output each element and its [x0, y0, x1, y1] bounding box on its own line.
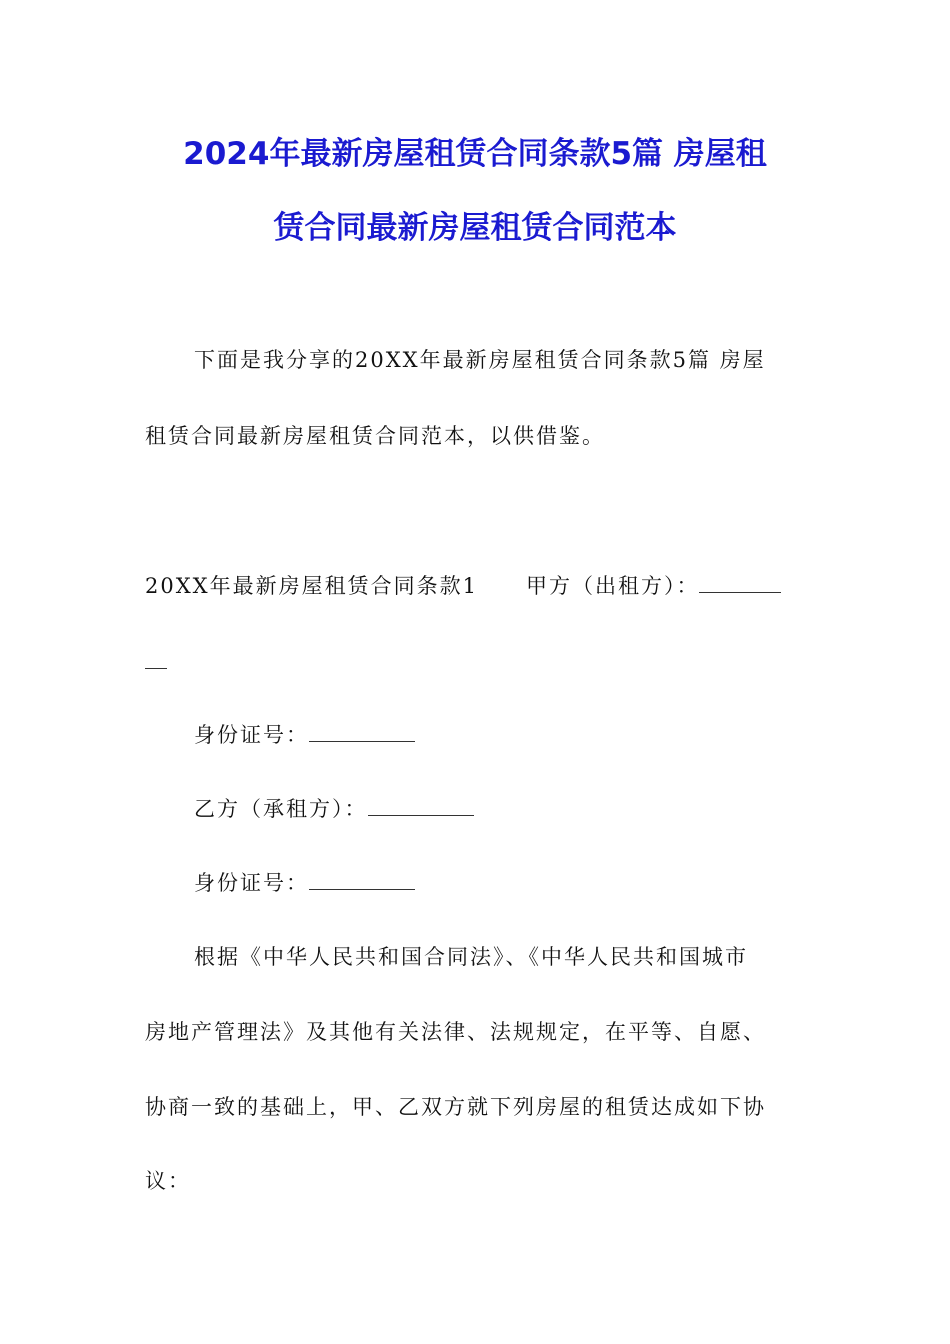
party-a-blank-continuation [145, 646, 167, 669]
body-line-2: 房地产管理法》及其他有关法律、法规规定，在平等、自愿、 [145, 1020, 766, 1044]
clause-heading: 20XX年最新房屋租赁合同条款1 [145, 574, 478, 598]
party-a-id-blank [309, 719, 415, 742]
intro-line-1: 下面是我分享的20XX年最新房屋租赁合同条款5篇 房屋 [194, 348, 766, 372]
party-b-blank [368, 793, 474, 816]
body-line-1: 根据《中华人民共和国合同法》、《中华人民共和国城市 [194, 945, 748, 969]
party-a-label: 甲方（出租方）： [525, 574, 700, 598]
party-b-id-label: 身份证号： [194, 871, 309, 895]
clause-heading-row [145, 570, 781, 601]
party-b-id-blank [309, 867, 415, 890]
body-line-4: 议： [145, 1169, 191, 1193]
party-a-id-label: 身份证号： [194, 723, 309, 747]
body-line-3: 协商一致的基础上，甲、乙双方就下列房屋的租赁达成如下协 [145, 1095, 766, 1119]
party-a-blank-continuation-row [145, 646, 167, 677]
intro-line-2: 租赁合同最新房屋租赁合同范本，以供借鉴。 [145, 424, 605, 448]
party-a-blank [699, 570, 781, 593]
document-title-line-2: 赁合同最新房屋租赁合同范本 [273, 210, 677, 246]
party-b-row [194, 793, 474, 824]
party-a-id-row [194, 719, 415, 750]
party-b-label: 乙方（承租方）： [194, 797, 368, 821]
party-b-id-row [194, 867, 415, 898]
document-title-line-1: 2024年最新房屋租赁合同条款5篇 房屋租 [183, 136, 767, 172]
